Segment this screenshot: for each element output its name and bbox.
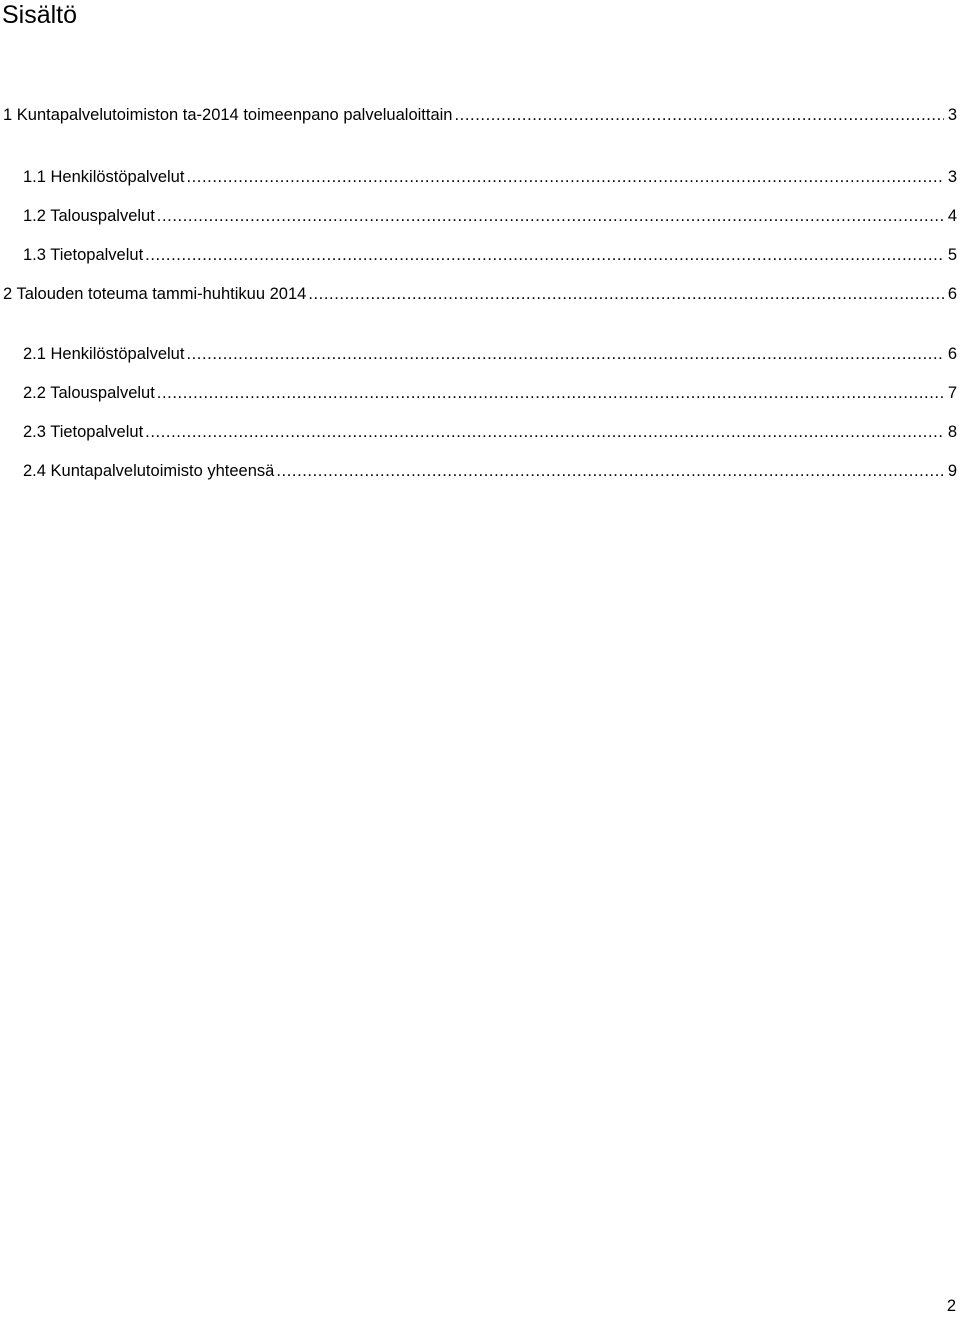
- toc-entry-page: 9: [947, 462, 957, 480]
- toc-entry-1-2[interactable]: [23, 202, 957, 226]
- toc-entry-1[interactable]: [3, 101, 957, 125]
- toc-dot-leader: [145, 422, 944, 442]
- toc-entry-label: 1 Kuntapalvelutoimiston ta-2014 toimeenpano palvelualoittain: [3, 106, 453, 124]
- toc-dot-leader: [186, 167, 943, 187]
- toc-entry-page: 8: [947, 423, 957, 441]
- toc-entry-label: 2.3 Tietopalvelut: [23, 423, 144, 441]
- toc-entry-2[interactable]: [3, 280, 957, 304]
- toc-entry-label: 2 Talouden toteuma tammi-huhtikuu 2014: [3, 285, 307, 303]
- toc-entry-label: 2.1 Henkilöstöpalvelut: [23, 345, 185, 363]
- toc-entry-2-1[interactable]: [23, 340, 957, 364]
- toc-dot-leader: [308, 284, 944, 304]
- toc-entry-label: 2.2 Talouspalvelut: [23, 384, 155, 402]
- toc-entry-page: 7: [947, 384, 957, 402]
- toc-entry-page: 3: [947, 106, 957, 124]
- toc-entry-page: 3: [947, 168, 957, 186]
- toc-dot-leader: [157, 206, 944, 226]
- toc-entry-page: 5: [947, 246, 957, 264]
- toc-dot-leader: [145, 245, 944, 265]
- page-title: Sisältö: [2, 1, 78, 29]
- toc-dot-leader: [454, 105, 943, 125]
- toc-entry-page: 6: [947, 285, 957, 303]
- toc-entry-page: 4: [947, 207, 957, 225]
- toc-entry-page: 6: [947, 345, 957, 363]
- toc-dot-leader: [186, 344, 943, 364]
- toc-entry-label: 1.2 Talouspalvelut: [23, 207, 155, 225]
- toc-entry-label: 1.3 Tietopalvelut: [23, 246, 144, 264]
- toc-entry-2-3[interactable]: [23, 418, 957, 442]
- toc-entry-1-1[interactable]: [23, 163, 957, 187]
- toc-dot-leader: [276, 461, 943, 481]
- toc-entry-1-3[interactable]: [23, 241, 957, 265]
- toc-entry-label: 1.1 Henkilöstöpalvelut: [23, 168, 185, 186]
- page-number: 2: [946, 1297, 956, 1315]
- toc-entry-2-4[interactable]: [23, 457, 957, 481]
- toc-entry-2-2[interactable]: [23, 379, 957, 403]
- toc-dot-leader: [157, 383, 944, 403]
- toc-entry-label: 2.4 Kuntapalvelutoimisto yhteensä: [23, 462, 275, 480]
- table-of-contents: [0, 0, 960, 500]
